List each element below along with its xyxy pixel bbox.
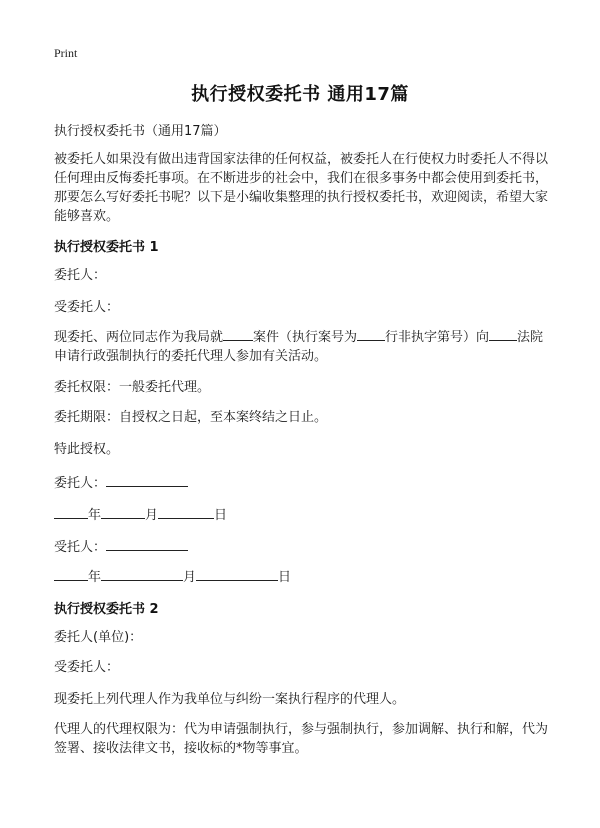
section-1-date-line-1 [54, 504, 549, 525]
signature-label: 受托人： [54, 540, 107, 555]
body-text-part-3: 行非执字第号）向 [385, 330, 490, 345]
month-label: 月 [183, 570, 197, 585]
body-text-part-1: 现委托、两位同志作为我局就 [54, 330, 224, 345]
section-2-principal-label: 委托人(单位)： [54, 630, 143, 645]
section-1-body-paragraph [54, 328, 549, 366]
section-2-agent-label: 受委托人： [54, 660, 120, 675]
section-1-agent-signature [54, 536, 549, 557]
date-blank [54, 566, 88, 581]
date-blank [101, 504, 145, 519]
print-link[interactable]: Print [54, 46, 78, 60]
date-blank [196, 566, 278, 581]
body-text-part-2: 案件（执行案号为 [253, 330, 358, 345]
date-blank [54, 504, 88, 519]
blank-line [357, 328, 385, 341]
date-blank [158, 504, 214, 519]
section-1-principal-label: 委托人： [54, 268, 107, 283]
section-2-authority: 代理人的代理权限为：代为申请强制执行，参与强制执行，参加调解、执行和解，代为签署、接收法律文书，接收标的*物等事宜。 [54, 722, 549, 756]
document-title: 执行授权委托书 通用17篇 [191, 84, 409, 105]
section-1-agent-label: 受委托人： [54, 300, 120, 315]
section-1-heading: 执行授权委托书 1 [54, 240, 159, 255]
intro-paragraph: 被委托人如果没有做出违背国家法律的任何权益，被委托人在行使权力时委托人不得以任何理由反悔委托事项。在不断进步的社会中，我们在很多事务中都会使用到委托书，那要怎么写好委托书呢？以下是小编收集整理的执行授权委托书，欢迎阅读，希望大家能够喜欢。 [54, 152, 549, 224]
section-2-heading: 执行授权委托书 2 [54, 602, 159, 617]
signature-label: 委托人： [54, 476, 107, 491]
section-1-term: 委托期限：自授权之日起，至本案终结之日止。 [54, 410, 328, 425]
section-1-special: 特此授权。 [54, 442, 120, 457]
date-blank [101, 566, 183, 581]
section-1-date-line-2 [54, 566, 549, 587]
month-label: 月 [145, 508, 159, 523]
year-label: 年 [88, 570, 102, 585]
signature-line [106, 472, 188, 487]
document-subtitle: 执行授权委托书（通用17篇） [54, 124, 227, 139]
day-label: 日 [214, 508, 228, 523]
day-label: 日 [278, 570, 292, 585]
signature-line [106, 536, 188, 551]
section-1-principal-signature [54, 472, 549, 493]
year-label: 年 [88, 508, 102, 523]
section-2-body: 现委托上列代理人作为我单位与纠纷一案执行程序的代理人。 [54, 692, 406, 707]
section-1-authority: 委托权限：一般委托代理。 [54, 380, 211, 395]
body-text-part-4: 法院申请行政强制执行的委托代理人参加有关活动。 [54, 330, 544, 364]
blank-line [489, 328, 517, 341]
blank-line [223, 328, 253, 341]
